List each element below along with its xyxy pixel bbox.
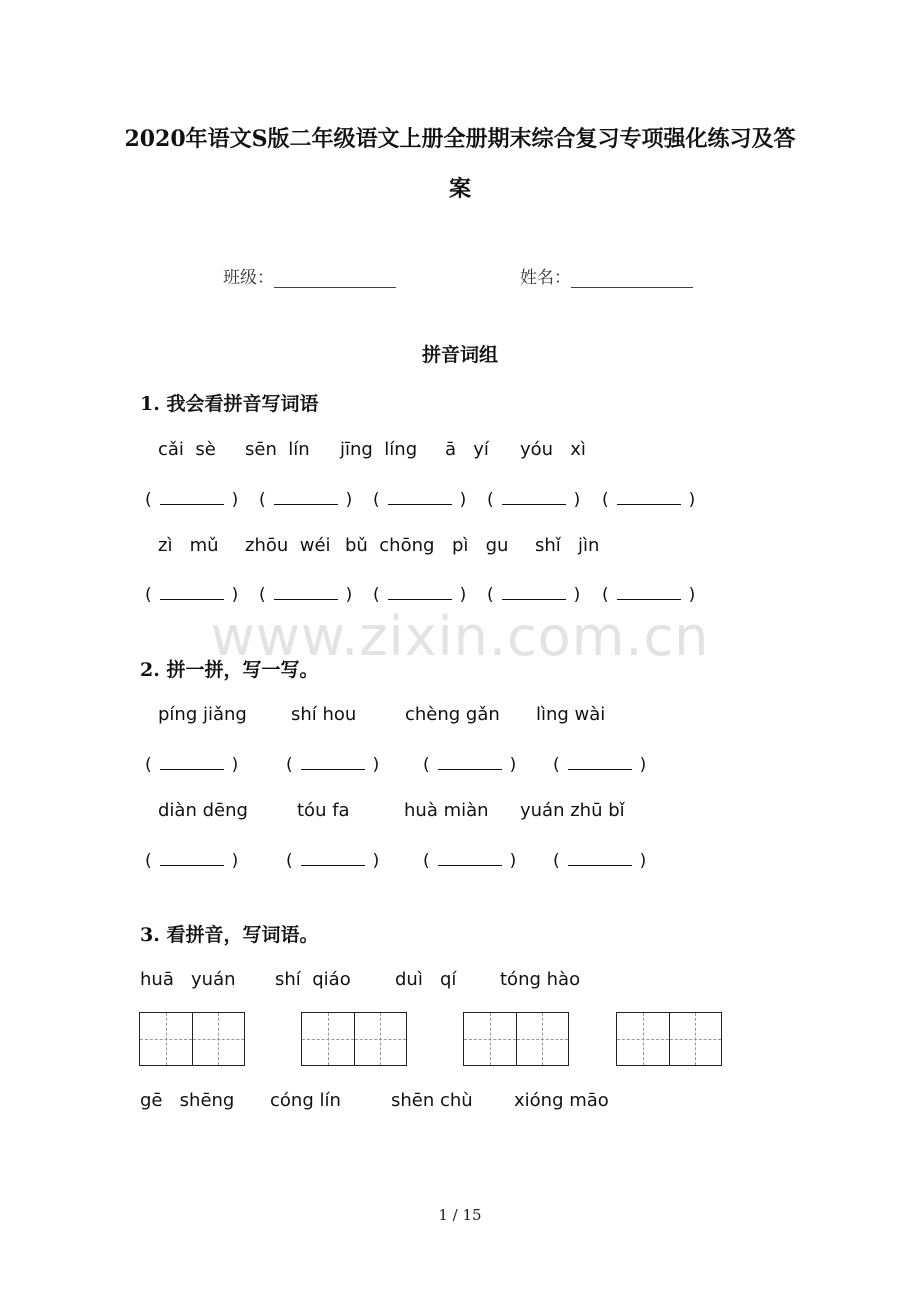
name-blank[interactable]	[571, 273, 693, 288]
class-field	[223, 263, 396, 288]
answer-blank[interactable]: ( )	[602, 490, 696, 510]
answer-blank[interactable]: ( )	[373, 585, 467, 605]
answer-blank[interactable]: ( )	[259, 490, 353, 510]
answer-blank[interactable]: ( )	[259, 585, 353, 605]
section-title: 拼音词组	[421, 344, 498, 366]
pinyin-item: duì qí	[395, 969, 457, 990]
answer-blank[interactable]: ( )	[145, 585, 239, 605]
pinyin-item: cǎi sè	[158, 439, 216, 460]
answer-blank[interactable]: ( )	[487, 585, 581, 605]
answer-blank[interactable]: ( )	[286, 755, 380, 775]
writing-grid[interactable]	[616, 1012, 722, 1066]
pinyin-item: sēn lín	[245, 439, 310, 460]
pinyin-item: shí qiáo	[275, 969, 351, 990]
question-3-label: 3. 看拼音，写词语。	[140, 924, 319, 946]
pinyin-item: pì gu	[452, 535, 509, 556]
pinyin-item: tóng hào	[500, 969, 581, 990]
answer-blank[interactable]: ( )	[145, 755, 239, 775]
name-label: 姓名：	[520, 268, 571, 288]
pinyin-item: píng jiǎng	[158, 704, 247, 725]
page-number: 1 / 15	[438, 1206, 482, 1224]
pinyin-item: huā yuán	[140, 969, 236, 990]
answer-blank[interactable]: ( )	[286, 851, 380, 871]
pinyin-item: xióng māo	[514, 1090, 609, 1111]
pinyin-item: zhōu wéi	[245, 535, 331, 556]
pinyin-item: gē shēng	[140, 1090, 235, 1111]
pinyin-item: tóu fa	[297, 800, 350, 821]
pinyin-item: shí hou	[291, 704, 357, 725]
pinyin-item: bǔ chōng	[345, 535, 435, 556]
watermark: www.zixin.com.cn	[210, 605, 710, 668]
writing-grid[interactable]	[463, 1012, 569, 1066]
answer-blank[interactable]: ( )	[373, 490, 467, 510]
pinyin-item: shēn chù	[391, 1090, 473, 1111]
writing-grid[interactable]	[301, 1012, 407, 1066]
answer-blank[interactable]: ( )	[602, 585, 696, 605]
answer-blank[interactable]: ( )	[487, 490, 581, 510]
pinyin-item: zì mǔ	[158, 535, 219, 556]
answer-blank[interactable]: ( )	[423, 851, 517, 871]
answer-blank[interactable]: ( )	[145, 851, 239, 871]
question-2-label: 2. 拼一拼，写一写。	[140, 659, 319, 681]
answer-blank[interactable]: ( )	[553, 851, 647, 871]
pinyin-item: yuán zhū bǐ	[520, 800, 625, 821]
pinyin-item: jīng líng	[340, 439, 418, 460]
pinyin-item: chèng gǎn	[405, 704, 500, 725]
pinyin-item: ā yí	[445, 439, 489, 460]
pinyin-item: diàn dēng	[158, 800, 248, 821]
class-blank[interactable]	[274, 273, 396, 288]
document-title-line1: 2020年语文S版二年级语文上册全册期末综合复习专项强化练习及答	[124, 126, 796, 152]
answer-blank[interactable]: ( )	[553, 755, 647, 775]
writing-grid[interactable]	[139, 1012, 245, 1066]
pinyin-item: lìng wài	[536, 704, 606, 725]
pinyin-item: yóu xì	[520, 439, 586, 460]
pinyin-item: cóng lín	[270, 1090, 341, 1111]
answer-blank[interactable]: ( )	[145, 490, 239, 510]
pinyin-item: shǐ jìn	[535, 535, 600, 556]
class-label: 班级：	[223, 268, 274, 288]
answer-blank[interactable]: ( )	[423, 755, 517, 775]
question-1-label: 1. 我会看拼音写词语	[140, 393, 319, 415]
pinyin-item: huà miàn	[404, 800, 489, 821]
document-title-line2: 案	[448, 176, 471, 202]
name-field	[520, 263, 693, 288]
